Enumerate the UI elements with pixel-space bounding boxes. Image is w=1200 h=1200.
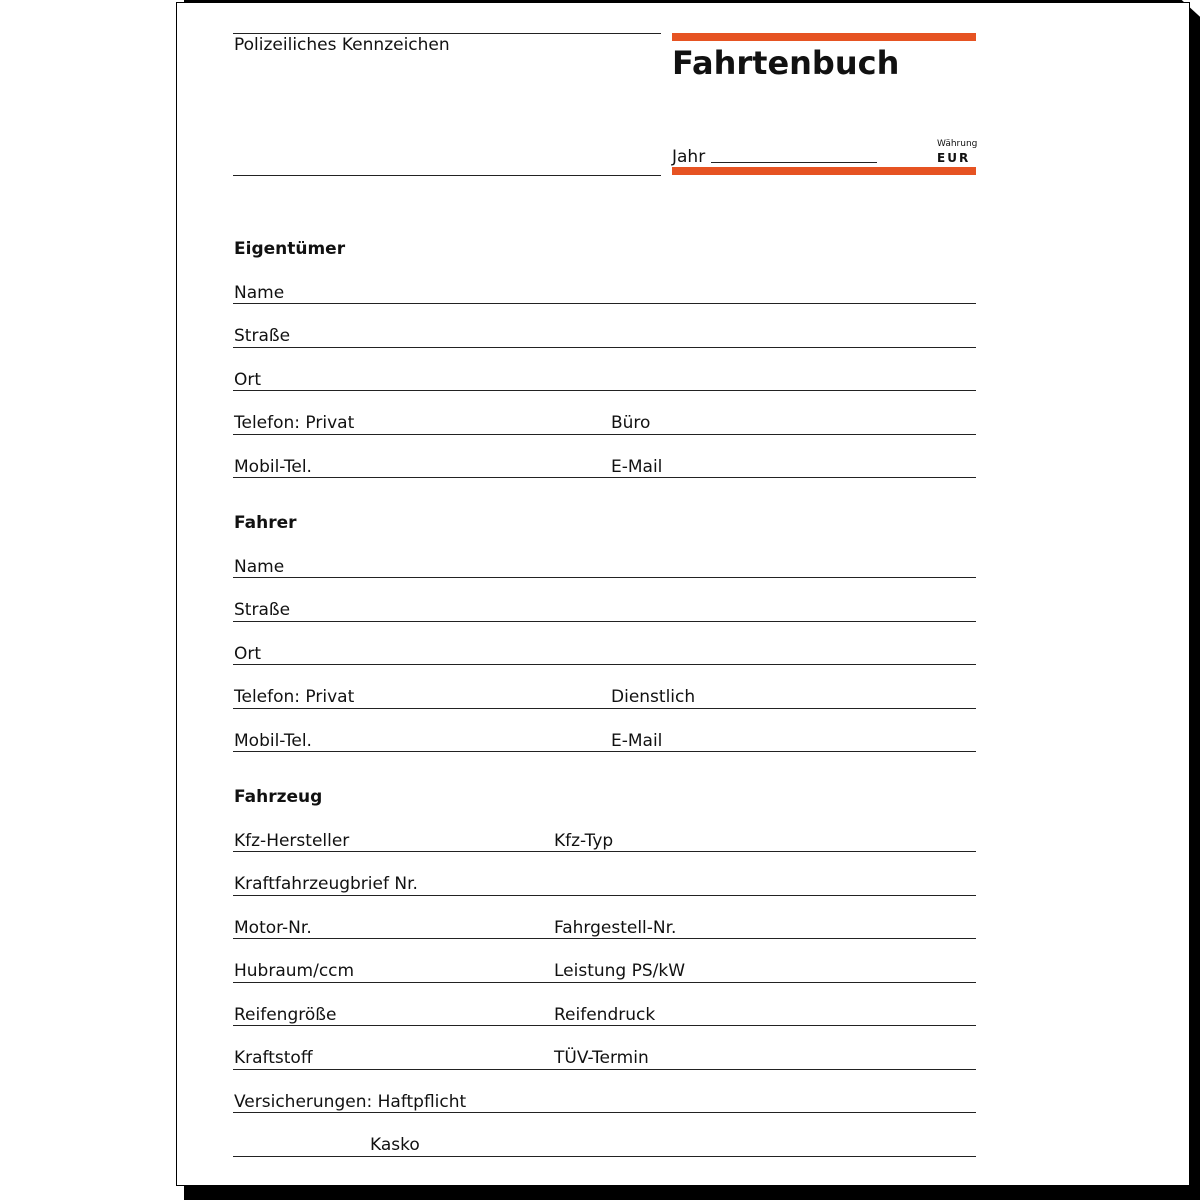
owner-office-label: Büro [611, 413, 651, 433]
insurance-comprehensive-field[interactable] [233, 1156, 976, 1157]
owner-phone-field[interactable] [233, 434, 976, 435]
vehicle-tire-field[interactable] [233, 1025, 976, 1026]
vehicle-manufacturer-field[interactable] [233, 851, 976, 852]
vehicle-engine-field[interactable] [233, 938, 976, 939]
driver-mobile-field[interactable] [233, 751, 976, 752]
year-label: Jahr [672, 147, 706, 167]
driver-name-label: Name [234, 557, 285, 577]
vehicle-power-label: Leistung PS/kW [554, 961, 686, 981]
currency-value: EUR [937, 151, 971, 165]
vehicle-displacement-field[interactable] [233, 982, 976, 983]
owner-name-field[interactable] [233, 303, 976, 304]
insurance-liability-label: Versicherungen: Haftpflicht [234, 1092, 467, 1112]
driver-phone-field[interactable] [233, 708, 976, 709]
vehicle-registration-label: Kraftfahrzeugbrief Nr. [234, 874, 418, 894]
driver-street-field[interactable] [233, 621, 976, 622]
vehicle-fuel-label: Kraftstoff [234, 1048, 313, 1068]
owner-phone-private-label: Telefon: Privat [234, 413, 355, 433]
owner-street-field[interactable] [233, 347, 976, 348]
owner-street-label: Straße [234, 326, 291, 346]
owner-email-label: E-Mail [611, 457, 663, 477]
vehicle-displacement-label: Hubraum/ccm [234, 961, 355, 981]
plate-field-line[interactable] [233, 175, 661, 176]
page-title: Fahrtenbuch [672, 44, 900, 82]
owner-name-label: Name [234, 283, 285, 303]
vehicle-heading: Fahrzeug [234, 787, 323, 807]
driver-heading: Fahrer [234, 513, 297, 533]
title-bottom-accent-bar [672, 167, 976, 175]
vehicle-fuel-field[interactable] [233, 1069, 976, 1070]
currency-label: Währung [937, 139, 978, 149]
driver-business-label: Dienstlich [611, 687, 696, 707]
driver-city-field[interactable] [233, 664, 976, 665]
vehicle-manufacturer-label: Kfz-Hersteller [234, 831, 350, 851]
vehicle-tire-pressure-label: Reifendruck [554, 1005, 656, 1025]
vehicle-tire-size-label: Reifengröße [234, 1005, 337, 1025]
owner-heading: Eigentümer [234, 239, 346, 259]
insurance-comprehensive-label: Kasko [370, 1135, 420, 1155]
vehicle-engine-label: Motor-Nr. [234, 918, 312, 938]
driver-name-field[interactable] [233, 577, 976, 578]
vehicle-registration-field[interactable] [233, 895, 976, 896]
driver-phone-private-label: Telefon: Privat [234, 687, 355, 707]
vehicle-type-label: Kfz-Typ [554, 831, 614, 851]
owner-mobile-field[interactable] [233, 477, 976, 478]
vehicle-inspection-label: TÜV-Termin [554, 1048, 649, 1068]
insurance-liability-field[interactable] [233, 1112, 976, 1113]
year-field-line[interactable] [711, 162, 877, 163]
owner-mobile-label: Mobil-Tel. [234, 457, 312, 477]
plate-top-rule [233, 33, 661, 34]
owner-city-field[interactable] [233, 390, 976, 391]
driver-street-label: Straße [234, 600, 291, 620]
driver-city-label: Ort [234, 644, 262, 664]
driver-mobile-label: Mobil-Tel. [234, 731, 312, 751]
title-top-accent-bar [672, 33, 976, 41]
fahrtenbuch-form-sheet [176, 2, 1190, 1186]
owner-city-label: Ort [234, 370, 262, 390]
driver-email-label: E-Mail [611, 731, 663, 751]
plate-label: Polizeiliches Kennzeichen [234, 35, 450, 55]
vehicle-chassis-label: Fahrgestell-Nr. [554, 918, 677, 938]
